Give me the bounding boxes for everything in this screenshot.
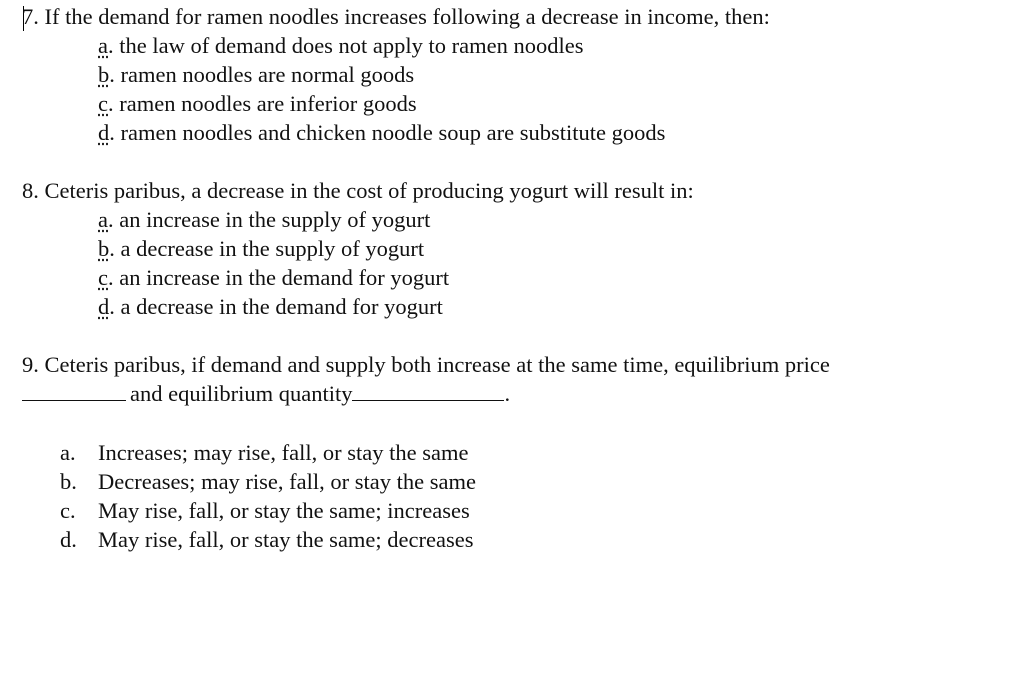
option-letter: c (98, 265, 108, 290)
option-text: . the law of demand does not apply to ramen noodles (108, 33, 584, 58)
stem-period: . (504, 381, 511, 406)
option-text: . ramen noodles and chicken noodle soup are substitute goods (109, 120, 666, 145)
answer-blank-quantity (352, 380, 504, 401)
question-9-stem-line-2 (22, 379, 510, 408)
option-text: May rise, fall, or stay the same; decreases (98, 527, 474, 552)
option-letter: d. (60, 527, 77, 552)
question-7-stem: 7. If the demand for ramen noodles increases following a decrease in income, then: (22, 4, 770, 29)
option-letter: a (98, 33, 108, 58)
question-7-option-a (98, 31, 584, 60)
question-7-option-c (98, 89, 417, 118)
option-text: . a decrease in the supply of yogurt (109, 236, 425, 261)
question-9-option-d (60, 525, 473, 554)
option-text: Increases; may rise, fall, or stay the same (98, 440, 469, 465)
option-letter: a (98, 207, 108, 232)
answer-blank-price (22, 380, 126, 401)
question-9-option-a (60, 438, 468, 467)
question-8-option-a (98, 205, 430, 234)
option-text: . a decrease in the demand for yogurt (109, 294, 443, 319)
stem-text: and equilibrium quantity (130, 381, 353, 406)
question-8-stem: 8. Ceteris paribus, a decrease in the cost of producing yogurt will result in: (22, 178, 694, 203)
question-8-option-d (98, 292, 443, 321)
option-text: May rise, fall, or stay the same; increases (98, 498, 470, 523)
question-9-option-b (60, 467, 476, 496)
question-9-option-c (60, 496, 470, 525)
question-9-stem-line-1: 9. Ceteris paribus, if demand and supply both increase at the same time, equilibrium price (22, 352, 830, 377)
option-text: . ramen noodles are normal goods (109, 62, 415, 87)
option-letter: b (98, 236, 110, 261)
question-7-option-b (98, 60, 414, 89)
question-8-option-c (98, 263, 449, 292)
option-letter: b (98, 62, 110, 87)
option-text: . an increase in the demand for yogurt (108, 265, 450, 290)
option-letter: c (98, 91, 108, 116)
question-8-option-b (98, 234, 424, 263)
question-7-option-d (98, 118, 665, 147)
option-text: . ramen noodles are inferior goods (108, 91, 417, 116)
option-letter: d (98, 120, 110, 145)
option-letter: c. (60, 498, 76, 523)
option-text: . an increase in the supply of yogurt (108, 207, 431, 232)
option-letter: a. (60, 440, 76, 465)
option-letter: d (98, 294, 110, 319)
option-letter: b. (60, 469, 77, 494)
option-text: Decreases; may rise, fall, or stay the same (98, 469, 476, 494)
